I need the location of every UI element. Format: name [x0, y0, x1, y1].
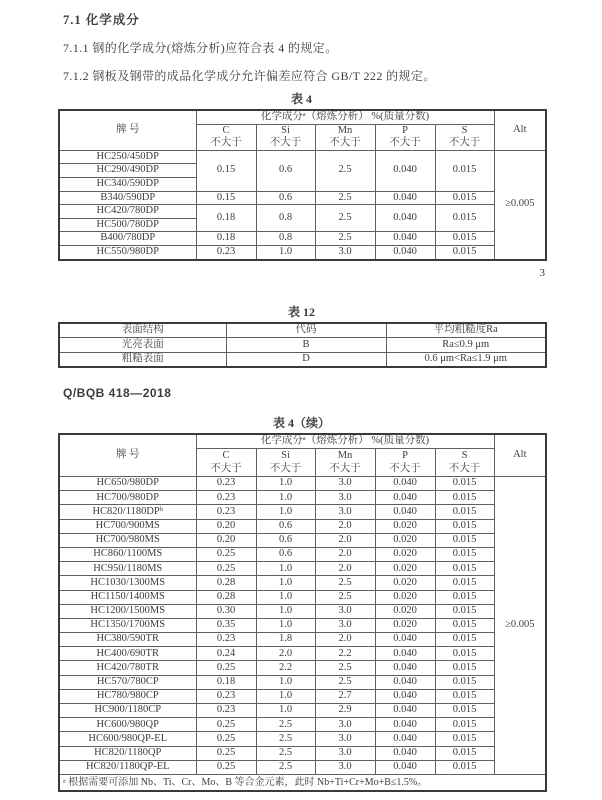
grade-column-header: 牌 号 — [59, 434, 196, 477]
value-cell: 0.040 — [375, 760, 435, 774]
composition-banner: 化学成分ᵃ（熔炼分析） %(质量分数) — [196, 110, 494, 125]
col-header-mn — [315, 449, 375, 477]
value-cell: 0.6 — [256, 533, 315, 547]
value-cell: 2.5 — [315, 661, 375, 675]
table4-caption: 表 4 — [290, 92, 312, 106]
grade-cell: HC700/900MS — [59, 519, 196, 533]
value-cell: 0.23 — [196, 689, 256, 703]
grade-cell: HC900/1180CP — [59, 704, 196, 718]
surface-cell: 光亮表面 — [59, 338, 226, 353]
value-cell: 0.20 — [196, 519, 256, 533]
value-cell: 0.015 — [435, 232, 494, 246]
value-cell: 1.0 — [256, 505, 315, 519]
value-cell: 0.040 — [375, 232, 435, 246]
limit-label: 不大于 — [269, 462, 302, 474]
grade-cell: HC820/1180QP — [59, 746, 196, 760]
grade-cell: HC570/780CP — [59, 675, 196, 689]
value-cell: 2.0 — [256, 647, 315, 661]
value-cell: 3.0 — [315, 746, 375, 760]
alt-column-header: Alt — [494, 434, 546, 477]
value-cell: 2.5 — [315, 232, 375, 246]
value-cell: 0.015 — [435, 760, 494, 774]
grade-cell: HC700/980DP — [59, 491, 196, 505]
value-cell: 0.015 — [435, 732, 494, 746]
limit-label: 不大于 — [448, 462, 481, 474]
value-cell: 0.25 — [196, 661, 256, 675]
value-cell: 2.0 — [315, 519, 375, 533]
value-cell: 0.25 — [196, 718, 256, 732]
value-cell: 0.015 — [435, 718, 494, 732]
value-cell: 2.2 — [315, 647, 375, 661]
value-cell: 2.5 — [315, 191, 375, 205]
value-cell: 0.8 — [256, 232, 315, 246]
value-cell: 0.020 — [375, 533, 435, 547]
alt-value-cell: ≥0.005 — [494, 477, 546, 775]
value-cell: 0.015 — [435, 547, 494, 561]
col-header-c — [196, 449, 256, 477]
value-cell: 0.015 — [435, 675, 494, 689]
table-row — [59, 718, 546, 732]
table-row — [59, 338, 546, 353]
col-header-s — [435, 125, 494, 151]
document-code: Q/BQB 418—2018 — [63, 386, 172, 400]
element-symbol: P — [402, 125, 408, 136]
value-cell: 0.020 — [375, 519, 435, 533]
grade-column-header: 牌 号 — [59, 110, 196, 150]
limit-label: 不大于 — [389, 462, 421, 474]
value-cell: 0.015 — [435, 689, 494, 703]
value-cell: 2.0 — [315, 562, 375, 576]
grade-cell: HC420/780TR — [59, 661, 196, 675]
value-cell: 2.0 — [315, 547, 375, 561]
section-title: 7.1 化学成分 — [63, 13, 140, 27]
grade-cell: HC1200/1500MS — [59, 604, 196, 618]
value-cell: 0.015 — [435, 647, 494, 661]
value-cell: 0.015 — [435, 618, 494, 632]
table-row — [59, 746, 546, 760]
element-symbol: P — [402, 450, 408, 462]
table-row — [59, 519, 546, 533]
value-cell: 2.5 — [256, 746, 315, 760]
value-cell: 0.18 — [196, 205, 256, 232]
grade-cell: HC380/590TR — [59, 633, 196, 647]
value-cell: 0.18 — [196, 675, 256, 689]
value-cell: 0.020 — [375, 618, 435, 632]
value-cell: 0.015 — [435, 704, 494, 718]
value-cell: 0.020 — [375, 604, 435, 618]
table-row — [59, 590, 546, 604]
table-row — [59, 150, 546, 164]
grade-cell: HC340/590DP — [59, 177, 196, 191]
grade-cell: HC820/1180QP-EL — [59, 760, 196, 774]
value-cell: 1.0 — [256, 689, 315, 703]
grade-cell: HC820/1180DPᵇ — [59, 505, 196, 519]
grade-cell: HC650/980DP — [59, 477, 196, 491]
value-cell: 1.0 — [256, 491, 315, 505]
table-row — [59, 232, 546, 246]
value-cell: 3.0 — [315, 505, 375, 519]
value-cell: 0.28 — [196, 576, 256, 590]
roughness-cell: 0.6 μm<Ra≤1.9 μm — [386, 352, 546, 367]
composition-banner: 化学成分ᵃ（熔炼分析） %(质量分数) — [196, 434, 494, 449]
table-row — [59, 618, 546, 632]
value-cell: 0.015 — [435, 604, 494, 618]
code-cell: D — [226, 352, 386, 367]
value-cell: 0.015 — [435, 477, 494, 491]
value-cell: 0.015 — [435, 746, 494, 760]
grade-cell: HC860/1100MS — [59, 547, 196, 561]
table12-caption: 表 12 — [287, 304, 315, 319]
value-cell: 0.040 — [375, 732, 435, 746]
surface-cell: 粗糙表面 — [59, 352, 226, 367]
value-cell: 2.5 — [315, 205, 375, 232]
table-footnote: ᵃ 根据需要可添加 Nb、Ti、Cr、Mo、B 等合金元素，此时 Nb+Ti+Cr+Mo+B≤1.5%。 — [59, 774, 546, 791]
code-cell: B — [226, 338, 386, 353]
value-cell: 0.015 — [435, 519, 494, 533]
table-row — [59, 704, 546, 718]
paragraph-7-1-2: 7.1.2 钢板及钢带的成品化学成分允许偏差应符合 GB/T 222 的规定。 — [63, 69, 436, 83]
value-cell: 3.0 — [315, 491, 375, 505]
value-cell: 0.015 — [435, 576, 494, 590]
table-row — [59, 633, 546, 647]
value-cell: 1.0 — [256, 576, 315, 590]
value-cell: 0.015 — [435, 533, 494, 547]
value-cell: 2.2 — [256, 661, 315, 675]
header-row — [59, 323, 546, 338]
limit-label: 不大于 — [448, 137, 481, 149]
value-cell: 1.0 — [256, 245, 315, 259]
value-cell: 3.0 — [315, 618, 375, 632]
value-cell: 0.15 — [196, 191, 256, 205]
grade-cell: HC780/980CP — [59, 689, 196, 703]
value-cell: 0.015 — [435, 661, 494, 675]
value-cell: 2.0 — [315, 633, 375, 647]
table12-surface-structure — [58, 322, 547, 369]
value-cell: 1.8 — [256, 633, 315, 647]
table-row — [59, 352, 546, 367]
value-cell: 0.015 — [435, 245, 494, 259]
value-cell: 0.35 — [196, 618, 256, 632]
value-cell: 0.040 — [375, 477, 435, 491]
value-cell: 3.0 — [315, 718, 375, 732]
value-cell: 0.25 — [196, 746, 256, 760]
table-row — [59, 689, 546, 703]
table-row — [59, 245, 546, 259]
value-cell: 3.0 — [315, 604, 375, 618]
value-cell: 0.015 — [435, 191, 494, 205]
value-cell: 2.9 — [315, 704, 375, 718]
code-header: 代码 — [226, 323, 386, 338]
header-row — [59, 434, 546, 449]
value-cell: 0.18 — [196, 232, 256, 246]
value-cell: 0.30 — [196, 604, 256, 618]
col-header-s — [435, 449, 494, 477]
value-cell: 0.015 — [435, 633, 494, 647]
value-cell: 0.25 — [196, 547, 256, 561]
value-cell: 0.015 — [435, 150, 494, 191]
value-cell: 0.23 — [196, 505, 256, 519]
grade-cell: HC600/980QP-EL — [59, 732, 196, 746]
value-cell: 0.015 — [435, 590, 494, 604]
value-cell: 2.5 — [256, 718, 315, 732]
value-cell: 0.6 — [256, 519, 315, 533]
table-row — [59, 191, 546, 205]
value-cell: 0.015 — [435, 205, 494, 232]
table-row — [59, 732, 546, 746]
grade-cell: B400/780DP — [59, 232, 196, 246]
value-cell: 0.040 — [375, 245, 435, 259]
grade-cell: HC400/690TR — [59, 647, 196, 661]
col-header-si — [256, 125, 315, 151]
value-cell: 2.0 — [315, 533, 375, 547]
grade-cell: B340/590DP — [59, 191, 196, 205]
grade-cell: HC250/450DP — [59, 150, 196, 164]
roughness-header: 平均粗糙度Ra — [386, 323, 546, 338]
value-cell: 2.5 — [256, 760, 315, 774]
value-cell: 2.5 — [315, 590, 375, 604]
value-cell: 2.5 — [315, 675, 375, 689]
value-cell: 3.0 — [315, 477, 375, 491]
table-row — [59, 477, 546, 491]
value-cell: 1.0 — [256, 477, 315, 491]
table-row — [59, 675, 546, 689]
value-cell: 0.8 — [256, 205, 315, 232]
value-cell: 0.020 — [375, 576, 435, 590]
table-row — [59, 547, 546, 561]
value-cell: 0.040 — [375, 661, 435, 675]
value-cell: 0.6 — [256, 150, 315, 191]
header-row — [59, 110, 546, 125]
value-cell: 2.5 — [315, 150, 375, 191]
value-cell: 0.23 — [196, 633, 256, 647]
col-header-mn — [315, 125, 375, 151]
value-cell: 0.6 — [256, 547, 315, 561]
grade-cell: HC700/980MS — [59, 533, 196, 547]
col-header-p — [375, 125, 435, 151]
value-cell: 0.25 — [196, 562, 256, 576]
value-cell: 0.015 — [435, 491, 494, 505]
element-symbol: S — [461, 450, 468, 462]
element-symbol: C — [222, 450, 230, 462]
value-cell: 0.020 — [375, 547, 435, 561]
value-cell: 0.020 — [375, 562, 435, 576]
limit-label: 不大于 — [389, 137, 421, 149]
table4-cont-caption: 表 4（续） — [272, 416, 330, 430]
value-cell: 0.040 — [375, 205, 435, 232]
table-row — [59, 661, 546, 675]
value-cell: 0.25 — [196, 732, 256, 746]
table-row — [59, 576, 546, 590]
value-cell: 1.0 — [256, 562, 315, 576]
limit-label: 不大于 — [269, 137, 302, 149]
limit-label: 不大于 — [210, 462, 242, 474]
value-cell: 1.0 — [256, 590, 315, 604]
col-header-c — [196, 125, 256, 151]
table-row — [59, 491, 546, 505]
page-number: 3 — [539, 266, 545, 279]
value-cell: 0.23 — [196, 477, 256, 491]
limit-label: 不大于 — [329, 137, 361, 149]
value-cell: 0.24 — [196, 647, 256, 661]
element-symbol: C — [222, 125, 230, 136]
limit-label: 不大于 — [329, 462, 361, 474]
value-cell: 0.040 — [375, 675, 435, 689]
value-cell: 0.23 — [196, 245, 256, 259]
value-cell: 0.015 — [435, 562, 494, 576]
col-header-si — [256, 449, 315, 477]
grade-cell: HC420/780DP — [59, 205, 196, 219]
element-symbol: Si — [281, 450, 290, 462]
table4-continued-chemical-composition — [58, 433, 547, 792]
table-row — [59, 205, 546, 219]
value-cell: 1.0 — [256, 704, 315, 718]
element-symbol: Mn — [337, 450, 353, 462]
value-cell: 3.0 — [315, 760, 375, 774]
value-cell: 2.5 — [315, 576, 375, 590]
value-cell: 1.0 — [256, 604, 315, 618]
alt-value-cell: ≥0.005 — [494, 150, 546, 259]
table-row — [59, 647, 546, 661]
value-cell: 0.25 — [196, 760, 256, 774]
value-cell: 0.040 — [375, 704, 435, 718]
element-symbol: Mn — [337, 125, 353, 136]
grade-cell: HC600/980QP — [59, 718, 196, 732]
grade-cell: HC550/980DP — [59, 245, 196, 259]
grade-cell: HC500/780DP — [59, 218, 196, 232]
value-cell: 0.040 — [375, 746, 435, 760]
alt-column-header: Alt — [494, 110, 546, 150]
paragraph-7-1-1: 7.1.1 钢的化学成分(熔炼分析)应符合表 4 的规定。 — [63, 41, 338, 55]
grade-cell: HC290/490DP — [59, 164, 196, 178]
value-cell: 3.0 — [315, 732, 375, 746]
value-cell: 0.20 — [196, 533, 256, 547]
table-row — [59, 604, 546, 618]
value-cell: 0.28 — [196, 590, 256, 604]
table4-chemical-composition — [58, 109, 547, 261]
value-cell: 0.23 — [196, 491, 256, 505]
value-cell: 3.0 — [315, 245, 375, 259]
limit-label: 不大于 — [210, 137, 242, 149]
table-row — [59, 760, 546, 774]
value-cell: 1.0 — [256, 675, 315, 689]
value-cell: 0.040 — [375, 491, 435, 505]
roughness-cell: Ra≤0.9 μm — [386, 338, 546, 353]
grade-cell: HC950/1180MS — [59, 562, 196, 576]
value-cell: 0.15 — [196, 150, 256, 191]
value-cell: 0.040 — [375, 505, 435, 519]
grade-cell: HC1350/1700MS — [59, 618, 196, 632]
col-header-p — [375, 449, 435, 477]
value-cell: 1.0 — [256, 618, 315, 632]
table-row — [59, 533, 546, 547]
value-cell: 0.040 — [375, 150, 435, 191]
grade-cell: HC1030/1300MS — [59, 576, 196, 590]
value-cell: 2.7 — [315, 689, 375, 703]
element-symbol: S — [461, 125, 468, 136]
value-cell: 0.040 — [375, 647, 435, 661]
value-cell: 0.040 — [375, 689, 435, 703]
footnote-row — [59, 774, 546, 791]
value-cell: 0.015 — [435, 505, 494, 519]
value-cell: 2.5 — [256, 732, 315, 746]
value-cell: 0.23 — [196, 704, 256, 718]
surface-structure-header: 表面结构 — [59, 323, 226, 338]
grade-cell: HC1150/1400MS — [59, 590, 196, 604]
value-cell: 0.6 — [256, 191, 315, 205]
value-cell: 0.020 — [375, 590, 435, 604]
value-cell: 0.040 — [375, 718, 435, 732]
table-row — [59, 505, 546, 519]
element-symbol: Si — [281, 125, 290, 136]
table-row — [59, 562, 546, 576]
value-cell: 0.040 — [375, 633, 435, 647]
value-cell: 0.040 — [375, 191, 435, 205]
